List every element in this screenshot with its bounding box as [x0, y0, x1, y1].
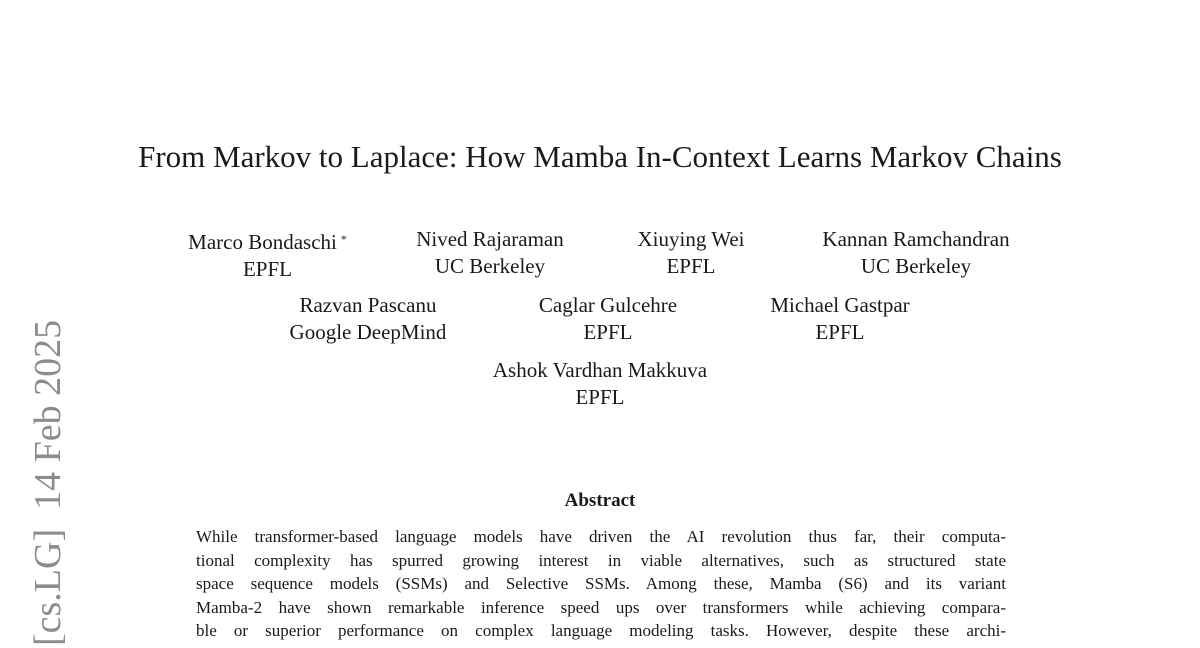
author-block: [450, 357, 750, 411]
abstract-line: Mamba-2 have shown remarkable inference speed ups over transformers while achieving compara-: [196, 597, 1006, 617]
abstract-heading: Abstract: [564, 490, 636, 511]
author-name: Xiuying Wei: [637, 227, 745, 251]
paper-title: From Markov to Laplace: How Mamba In-Context Learns Markov Chains: [138, 138, 1062, 174]
author-block: [390, 226, 590, 280]
author-affiliation: EPFL: [815, 320, 865, 344]
author-name: Kannan Ramchandran: [822, 227, 1010, 251]
abstract-line: space sequence models (SSMs) and Selective SSMs. Among these, Mamba (S6) and its variant: [196, 574, 1006, 593]
author-block: [262, 292, 474, 346]
author-affiliation: UC Berkeley: [860, 254, 972, 278]
author-affiliation: EPFL: [575, 385, 625, 409]
author-affiliation: EPFL: [242, 257, 292, 281]
author-name: Nived Rajaraman: [416, 227, 564, 251]
arxiv-date: 14 Feb 2025: [27, 319, 69, 510]
author-affiliation: Google DeepMind: [289, 320, 447, 344]
abstract-line: ble or superior performance on complex language modeling tasks. However, despite these archi-: [196, 621, 1006, 640]
author-block: [795, 226, 1037, 280]
abstract-line: While transformer-based language models have driven the AI revolution thus far, their computa-: [196, 527, 1006, 546]
abstract-body: [196, 525, 1006, 643]
author-name: Marco Bondaschi: [188, 230, 337, 254]
corresponding-author-mark: *: [340, 232, 347, 246]
arxiv-identifier-stamp: [28, 310, 68, 646]
author-block: [612, 226, 770, 280]
author-affiliation: EPFL: [583, 320, 633, 344]
author-name: Ashok Vardhan Makkuva: [492, 358, 708, 382]
author-name: Caglar Gulcehre: [538, 293, 678, 317]
author-block: [510, 292, 706, 346]
author-affiliation: EPFL: [666, 254, 716, 278]
author-block: [742, 292, 938, 346]
author-name: Michael Gastpar: [770, 293, 910, 317]
author-name: Razvan Pascanu: [299, 293, 437, 317]
author-affiliation: UC Berkeley: [434, 254, 546, 278]
arxiv-category: [cs.LG]: [27, 528, 69, 646]
author-block: [160, 226, 375, 283]
abstract-line: tional complexity has spurred growing interest in viable alternatives, such as structured state: [196, 550, 1006, 570]
